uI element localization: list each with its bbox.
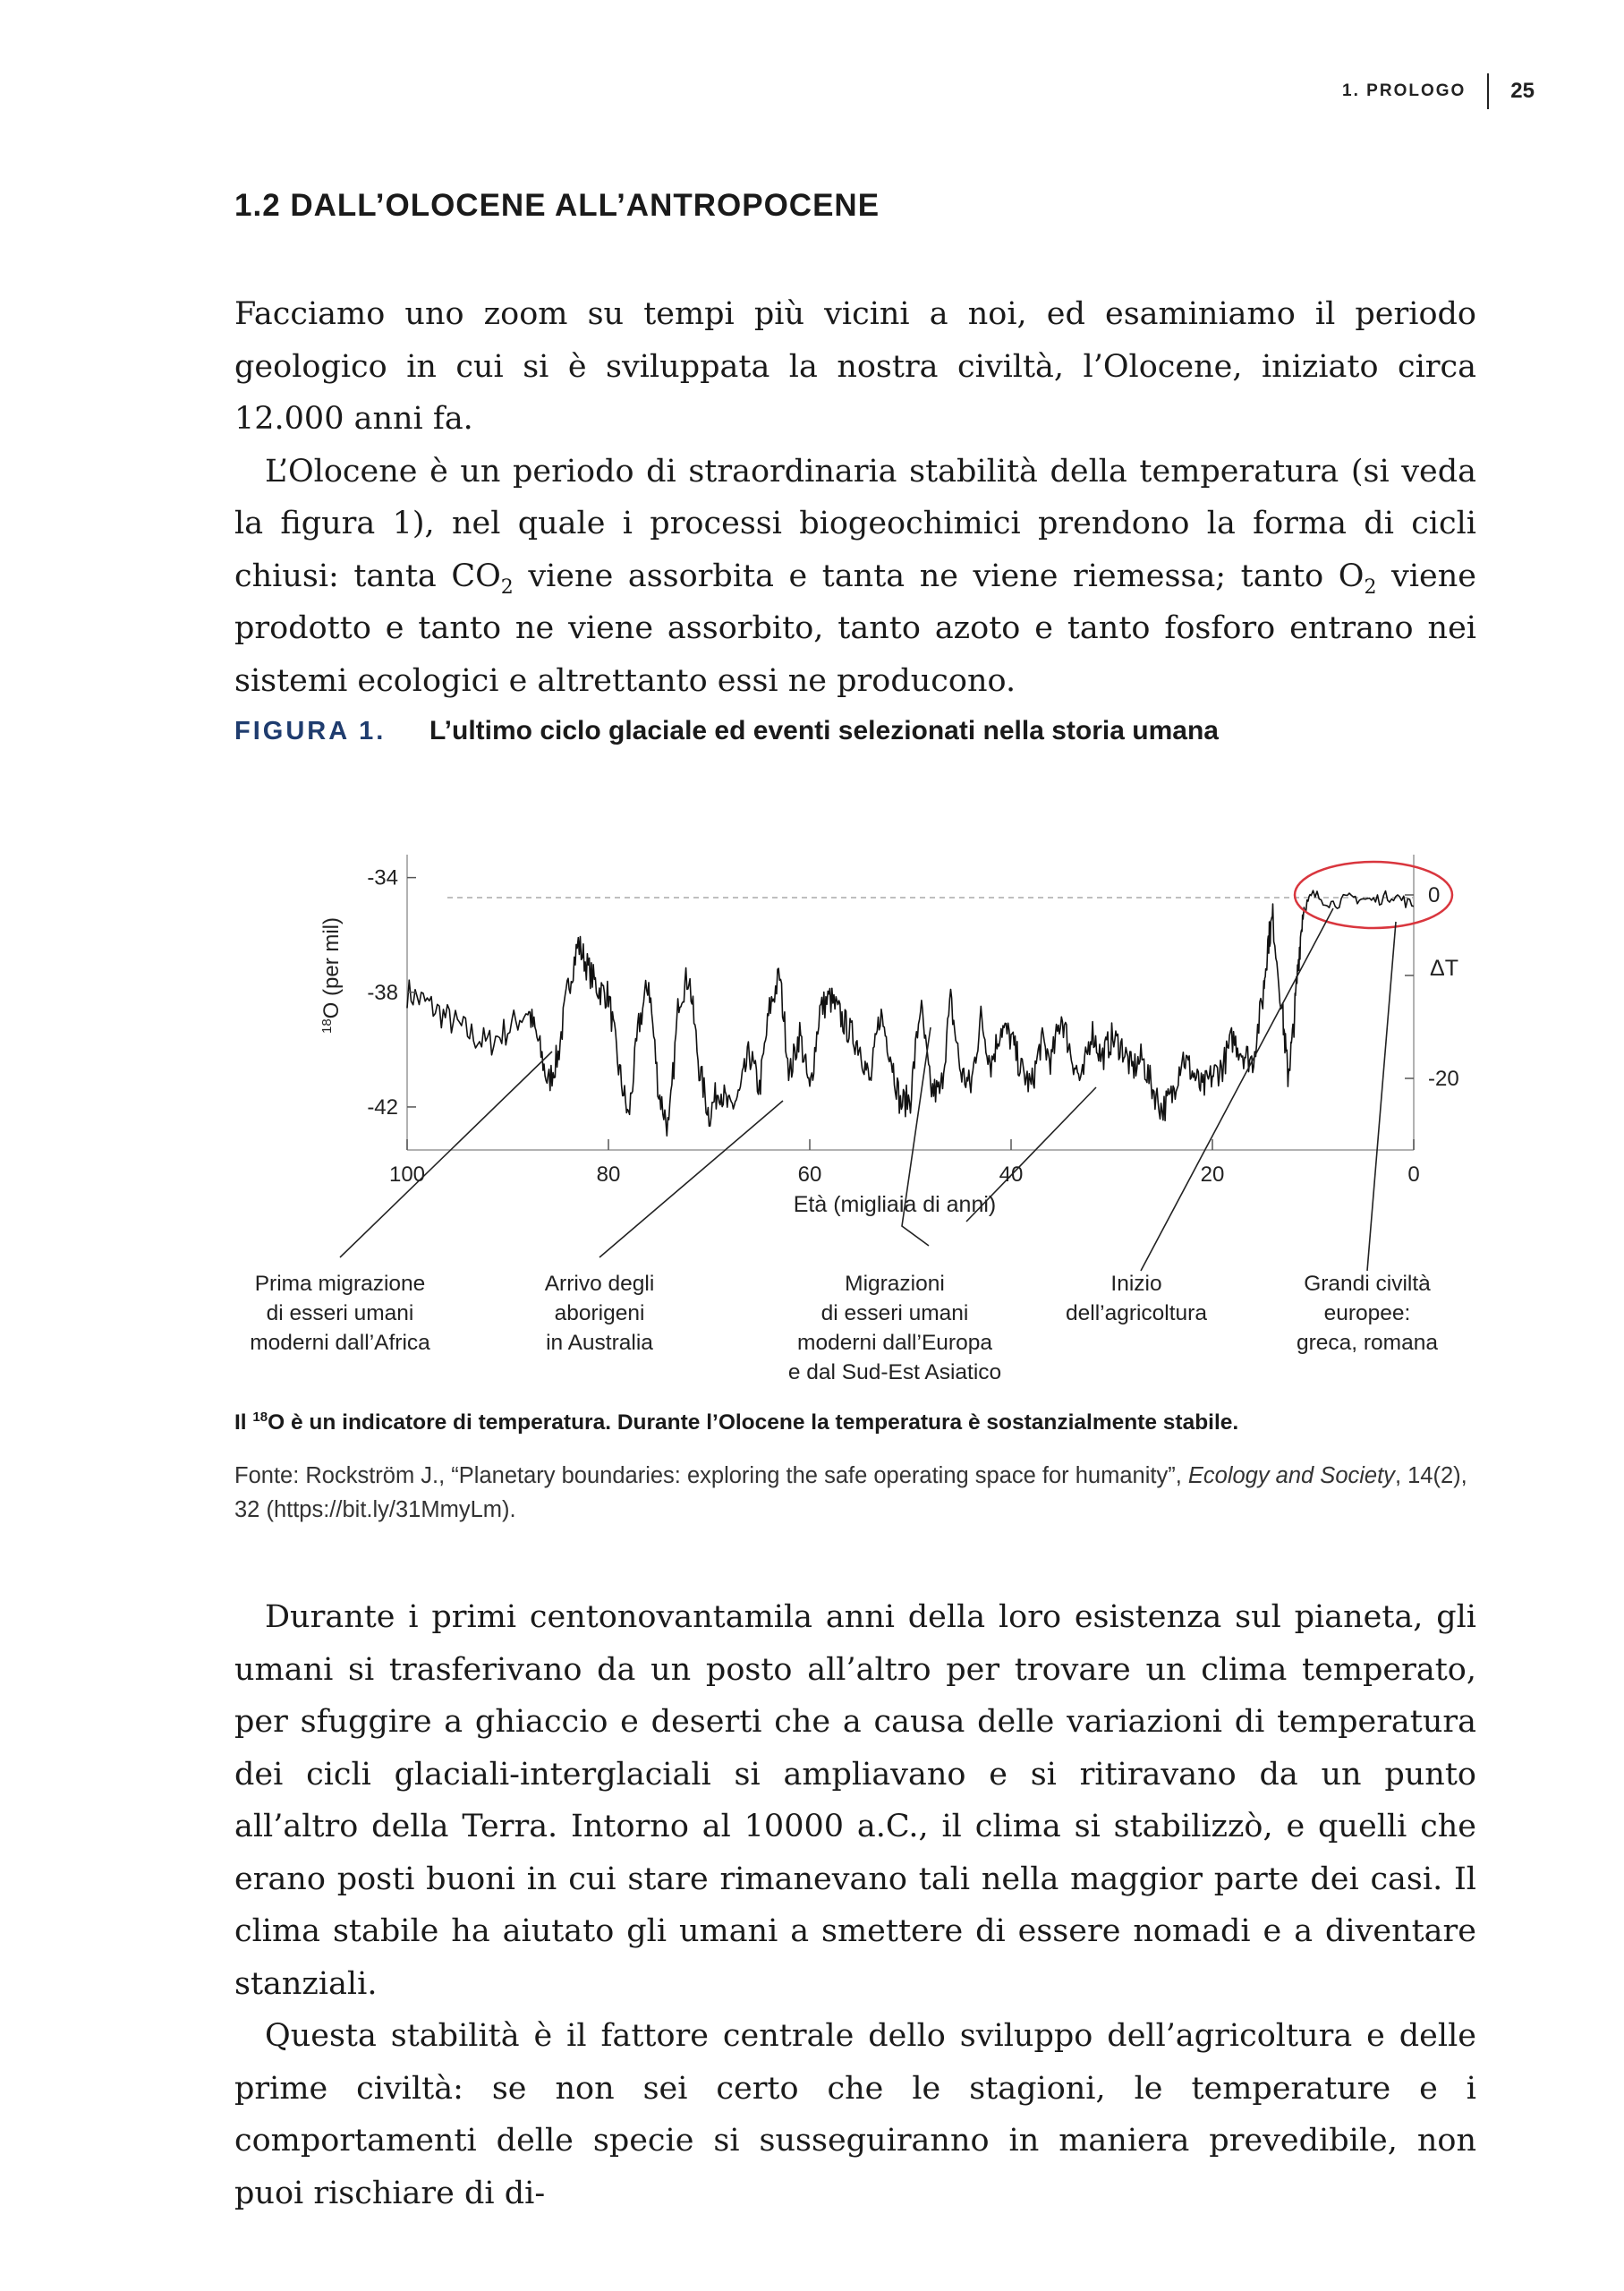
x-axis-ticks xyxy=(389,1139,1420,1187)
paragraph: Facciamo uno zoom su tempi più vicini a noi, ed esaminiamo il periodo geologico in cui si è sviluppata la nostra civiltà, l’Olocene, iniziato circa 12.000 anni fa. xyxy=(234,296,1476,437)
annotation-labels xyxy=(250,1272,1438,1384)
event-annotation-line: Grandi civiltà xyxy=(1304,1272,1431,1296)
event-annotation-line: dell’agricoltura xyxy=(1066,1301,1207,1325)
note-superscript: 18 xyxy=(252,1410,268,1425)
running-head-section: 1. PROLOGO xyxy=(1342,81,1467,100)
annotation-leader xyxy=(1367,922,1396,1271)
text-block-intro xyxy=(234,288,1476,707)
x-tick-label: 20 xyxy=(1200,1163,1225,1187)
paragraph xyxy=(234,446,1476,708)
plot-frame xyxy=(407,855,1414,1150)
series-line xyxy=(407,890,1414,1136)
note-text: Il xyxy=(234,1410,253,1435)
figure-note xyxy=(234,1410,1238,1435)
right-axis-ticks xyxy=(1405,883,1459,1091)
subscript: 2 xyxy=(1364,575,1377,599)
event-annotation-line: greca, romana xyxy=(1297,1331,1438,1355)
event-annotation xyxy=(788,1272,1001,1384)
right-tick-label: -20 xyxy=(1428,1067,1459,1091)
text-run: viene assorbita e tanta ne viene riemessa; tanto O xyxy=(513,558,1365,594)
event-annotation xyxy=(250,1272,430,1355)
series-line-path xyxy=(407,890,1414,1136)
x-tick-label: 80 xyxy=(596,1163,621,1187)
event-annotation xyxy=(1066,1272,1207,1325)
event-annotation-line: di esseri umani xyxy=(266,1301,414,1325)
running-head-divider xyxy=(1487,73,1489,109)
paragraph: Questa stabilità è il fattore centrale dello sviluppo dell’agricoltura e delle prime civiltà: se non sei certo che le stagioni, le temperature e i comportamenti delle specie si susseguiranno in maniera prevedibile, non puoi rischiare di di- xyxy=(234,2018,1476,2211)
annotation-leader-lines xyxy=(340,908,1396,1271)
event-annotation-line: moderni dall’Africa xyxy=(250,1331,430,1355)
event-annotation-line: moderni dall’Europa xyxy=(797,1331,992,1355)
figure-source xyxy=(234,1459,1478,1527)
annotation-leader xyxy=(902,1027,931,1246)
annotation-leader xyxy=(1141,908,1333,1271)
right-axis-label: ΔT xyxy=(1430,956,1458,981)
event-annotation-line: di esseri umani xyxy=(821,1301,969,1325)
event-annotation-line: Arrivo degli xyxy=(544,1272,655,1296)
event-annotation-line: aborigeni xyxy=(554,1301,645,1325)
y-tick-label: -34 xyxy=(367,865,398,890)
annotation-leader xyxy=(340,1052,552,1257)
text-run: viene prodotto e tanto ne viene assorbito, tanto azoto e tanto fosforo entrano nei sistemi ecologici e altrettanto essi ne producono. xyxy=(234,558,1476,699)
figure-title xyxy=(234,716,1219,746)
text-run: L’Olocene è un periodo di straordinaria stabilità della temperatura (si veda la figura 1), nel quale i processi biogeochimici prendono la forma di cicli chiusi: tanta CO xyxy=(234,453,1476,594)
source-text: , 14(2), 32 (https://bit.ly/31MmyLm). xyxy=(234,1463,1467,1522)
event-annotation xyxy=(545,1272,655,1355)
subscript: 2 xyxy=(500,575,514,599)
source-journal: Ecology and Society xyxy=(1187,1463,1395,1488)
note-text: O è un indicatore di temperatura. Durante l’Olocene la temperatura è sostanzialmente stabile. xyxy=(268,1410,1239,1435)
figure-caption: L’ultimo ciclo glaciale ed eventi selezionati nella storia umana xyxy=(429,716,1219,745)
figure-number: FIGURA 1. xyxy=(234,717,387,745)
page-number: 25 xyxy=(1510,79,1535,103)
holocene-highlight-ellipse xyxy=(1295,862,1452,928)
running-head xyxy=(1342,73,1535,109)
annotation-leader xyxy=(596,1101,783,1257)
source-text: Fonte: Rockström J., “Planetary boundaries: exploring the safe operating space for humanity”, xyxy=(234,1463,1188,1488)
text-block-continuation xyxy=(234,1591,1476,2219)
event-annotation-line: Inizio xyxy=(1110,1272,1162,1296)
x-tick-label: 60 xyxy=(797,1163,822,1187)
x-tick-label: 0 xyxy=(1407,1163,1420,1187)
annotation-leader xyxy=(966,1087,1096,1222)
y-axis-label xyxy=(319,917,344,1034)
x-tick-label: 40 xyxy=(999,1163,1024,1187)
event-annotation-line: e dal Sud-Est Asiatico xyxy=(787,1360,1002,1384)
highlight-ellipse xyxy=(1295,862,1452,928)
x-axis-label: Età (migliaia di anni) xyxy=(793,1192,997,1217)
event-annotation-line: Prima migrazione xyxy=(254,1272,426,1296)
y-axis-label-text: O (per mil) xyxy=(319,916,344,1019)
event-annotation-line: Migrazioni xyxy=(845,1272,945,1296)
y-axis-label-sup: 18 xyxy=(319,1018,335,1035)
x-tick-label: 100 xyxy=(388,1163,426,1187)
right-tick-label: 0 xyxy=(1428,883,1441,907)
paragraph: Durante i primi centonovantamila anni della loro esistenza sul pianeta, gli umani si trasferivano da un posto all’altro per trovare un clima temperato, per sfuggire a ghiaccio e deserti che a causa delle variazioni di temperatura dei cicli glaciali-interglaciali si ampliavano e si ritiravano da un punto all’altro della Terra. Intorno al 10000 a.C., il clima si stabilizzò, e quelli che erano posti buoni in cui stare rimanevano tali nella maggior parte dei casi. Il clima stabile ha aiutato gli umani a smettere di essere nomadi e a diventare stanziali. xyxy=(234,1599,1476,2002)
event-annotation xyxy=(1297,1272,1438,1355)
y-axis-ticks xyxy=(367,866,416,1120)
y-tick-label: -38 xyxy=(367,980,398,1005)
event-annotation-line: in Australia xyxy=(546,1331,653,1355)
y-tick-label: -42 xyxy=(367,1094,398,1120)
event-annotation-line: europee: xyxy=(1323,1301,1411,1325)
section-heading: 1.2 DALL’OLOCENE ALL’ANTROPOCENE xyxy=(234,188,880,223)
